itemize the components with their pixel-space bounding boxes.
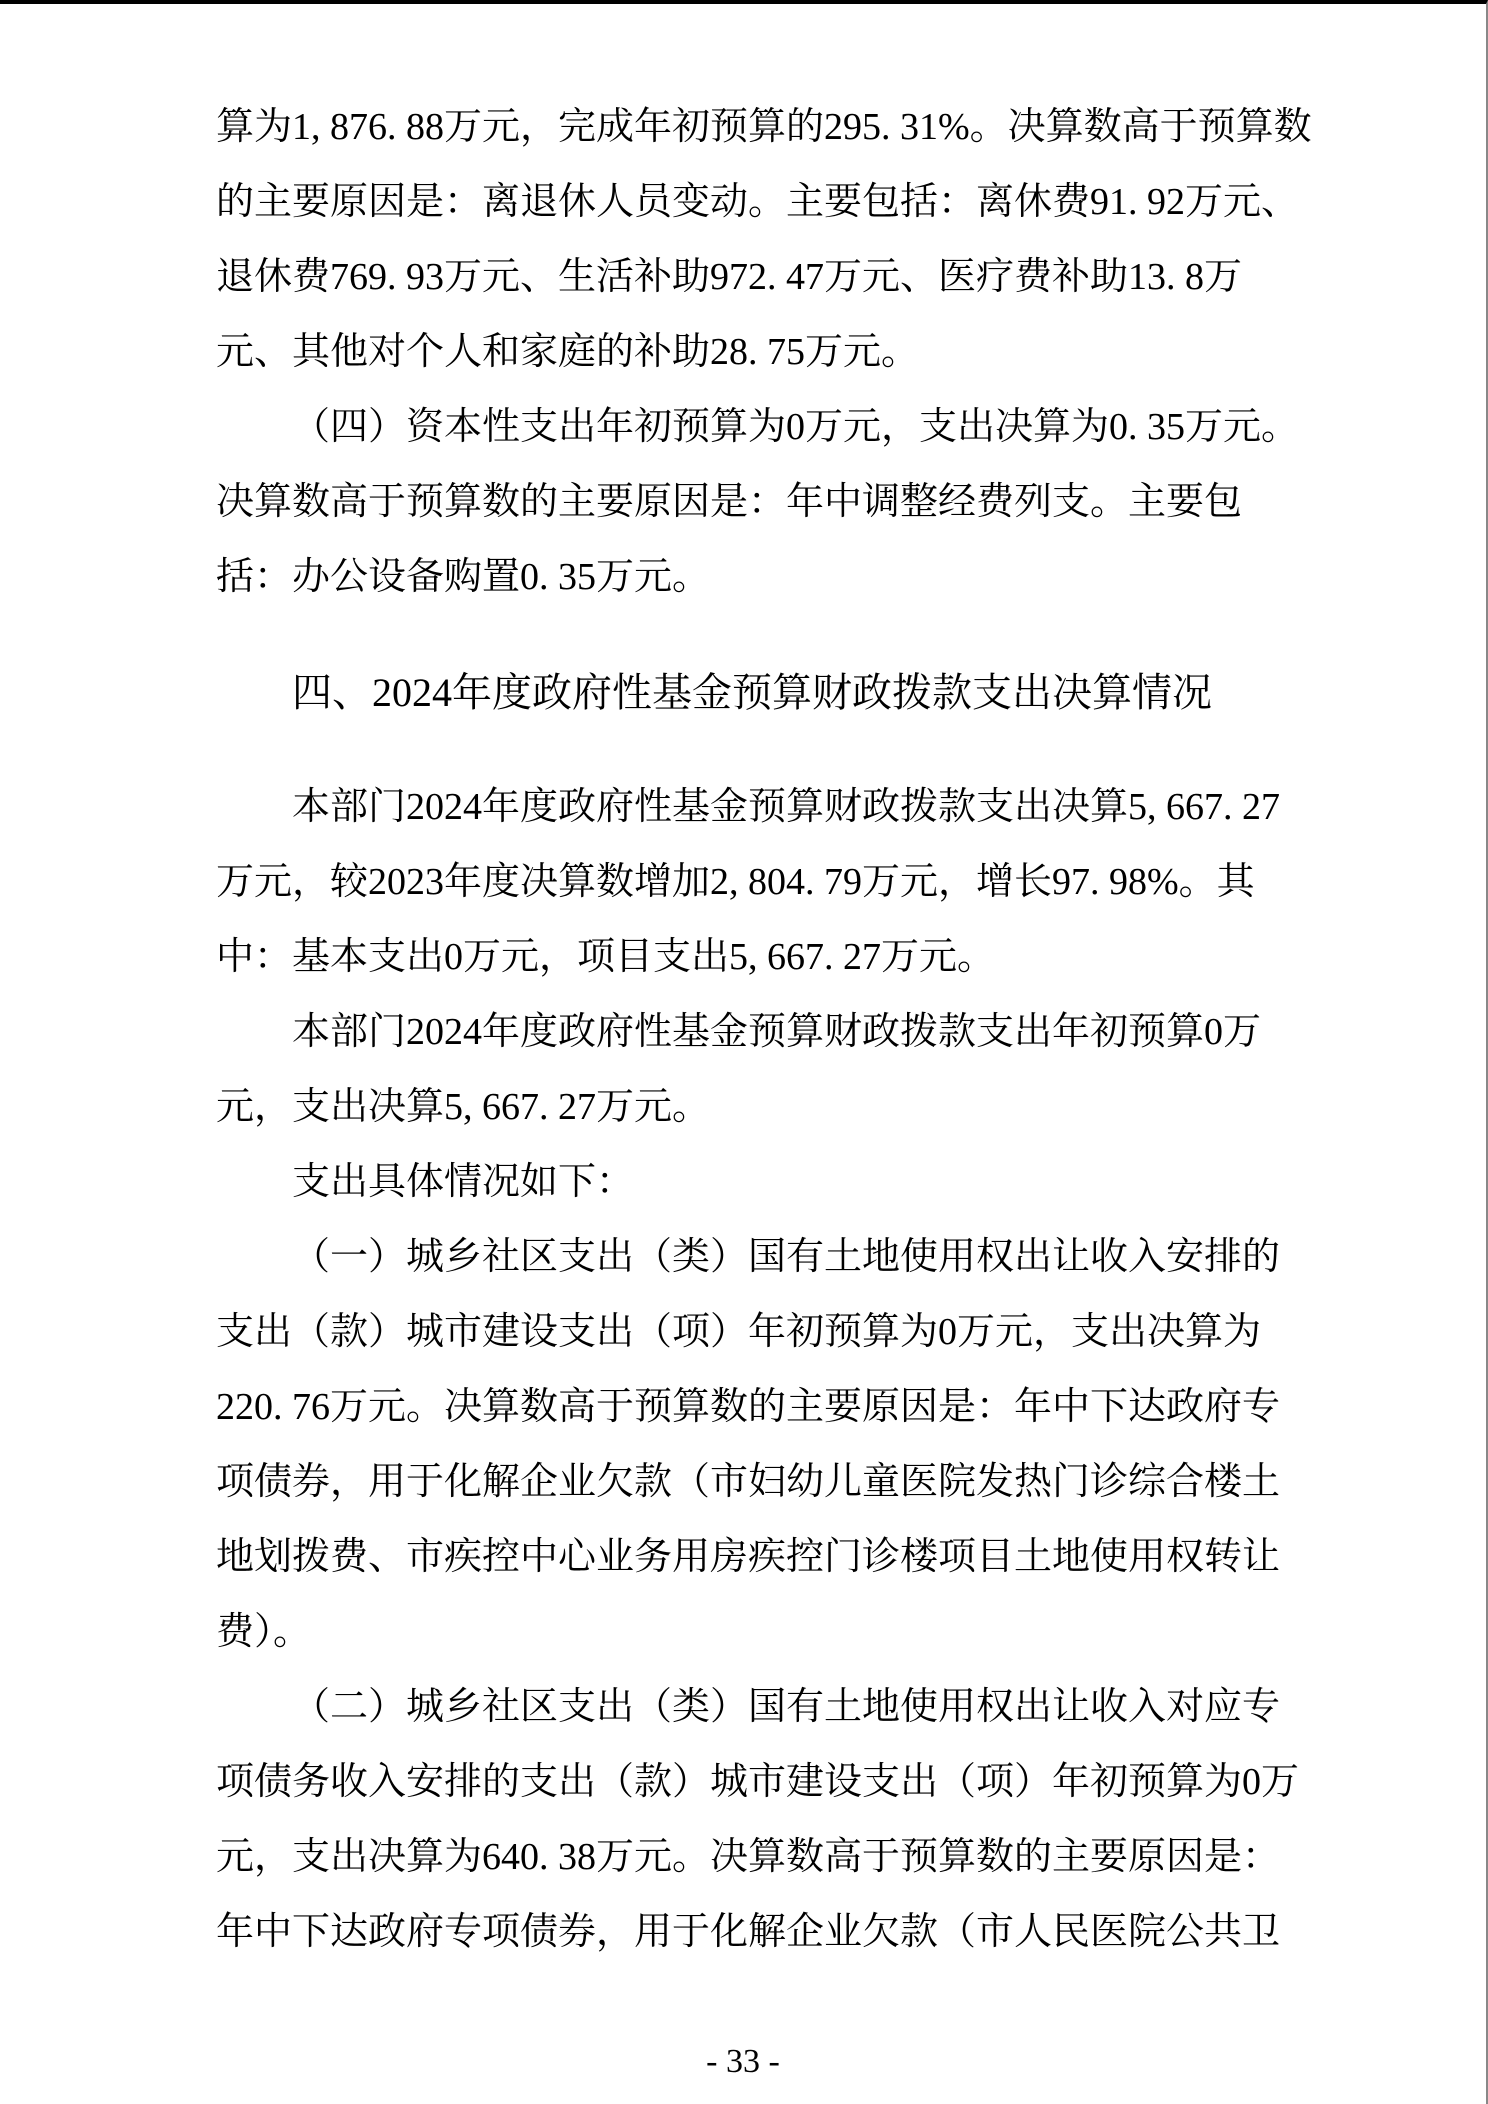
- paragraph-line: 项债券，用于化解企业欠款（市妇幼儿童医院发热门诊综合楼土: [216, 1461, 1281, 1503]
- paragraph-line: 年中下达政府专项债券，用于化解企业欠款（市人民医院公共卫: [216, 1911, 1281, 1953]
- paragraph-line: 元，支出决算5, 667. 27万元。: [216, 1086, 711, 1128]
- paragraph-line: 括：办公设备购置0. 35万元。: [216, 556, 711, 598]
- page-body: [216, 90, 1346, 1970]
- paragraph-line: 的主要原因是：离退休人员变动。主要包括：离休费91. 92万元、: [216, 181, 1300, 223]
- paragraph-line: （二）城乡社区支出（类）国有土地使用权出让收入对应专: [292, 1686, 1281, 1728]
- paragraph-line: 本部门2024年度政府性基金预算财政拨款支出年初预算0万: [292, 1011, 1262, 1053]
- page-number: - 33 -: [706, 2043, 780, 2080]
- paragraph-line: 220. 76万元。决算数高于预算数的主要原因是：年中下达政府专: [216, 1386, 1281, 1428]
- paragraph-line: 退休费769. 93万元、生活补助972. 47万元、医疗费补助13. 8万: [216, 256, 1243, 298]
- paragraph-line: 中：基本支出0万元，项目支出5, 667. 27万元。: [216, 936, 996, 978]
- paragraph-line: 项债务收入安排的支出（款）城市建设支出（项）年初预算为0万: [216, 1761, 1300, 1803]
- paragraph-line: 元、其他对个人和家庭的补助28. 75万元。: [216, 331, 920, 373]
- paragraph-line: （四）资本性支出年初预算为0万元，支出决算为0. 35万元。: [292, 406, 1300, 448]
- paragraph-line: 支出（款）城市建设支出（项）年初预算为0万元，支出决算为: [216, 1311, 1262, 1353]
- paragraph-line: 地划拨费、市疾控中心业务用房疾控门诊楼项目土地使用权转让: [216, 1536, 1281, 1578]
- paragraph-line: 本部门2024年度政府性基金预算财政拨款支出决算5, 667. 27: [292, 786, 1281, 828]
- paragraph-line: 费）。: [216, 1611, 312, 1653]
- paragraph-line: 万元，较2023年度决算数增加2, 804. 79万元，增长97. 98%。其: [216, 861, 1255, 903]
- paragraph-line: 元，支出决算为640. 38万元。决算数高于预算数的主要原因是：: [216, 1836, 1281, 1878]
- paragraph-line: 算为1, 876. 88万元，完成年初预算的295. 31%。决算数高于预算数: [216, 106, 1312, 148]
- paragraph-line: （一）城乡社区支出（类）国有土地使用权出让收入安排的: [292, 1236, 1281, 1278]
- paragraph-line: 支出具体情况如下：: [292, 1161, 635, 1203]
- section-heading: 四、2024年度政府性基金预算财政拨款支出决算情况: [292, 670, 1212, 715]
- paragraph-line: 决算数高于预算数的主要原因是：年中调整经费列支。主要包: [216, 481, 1243, 523]
